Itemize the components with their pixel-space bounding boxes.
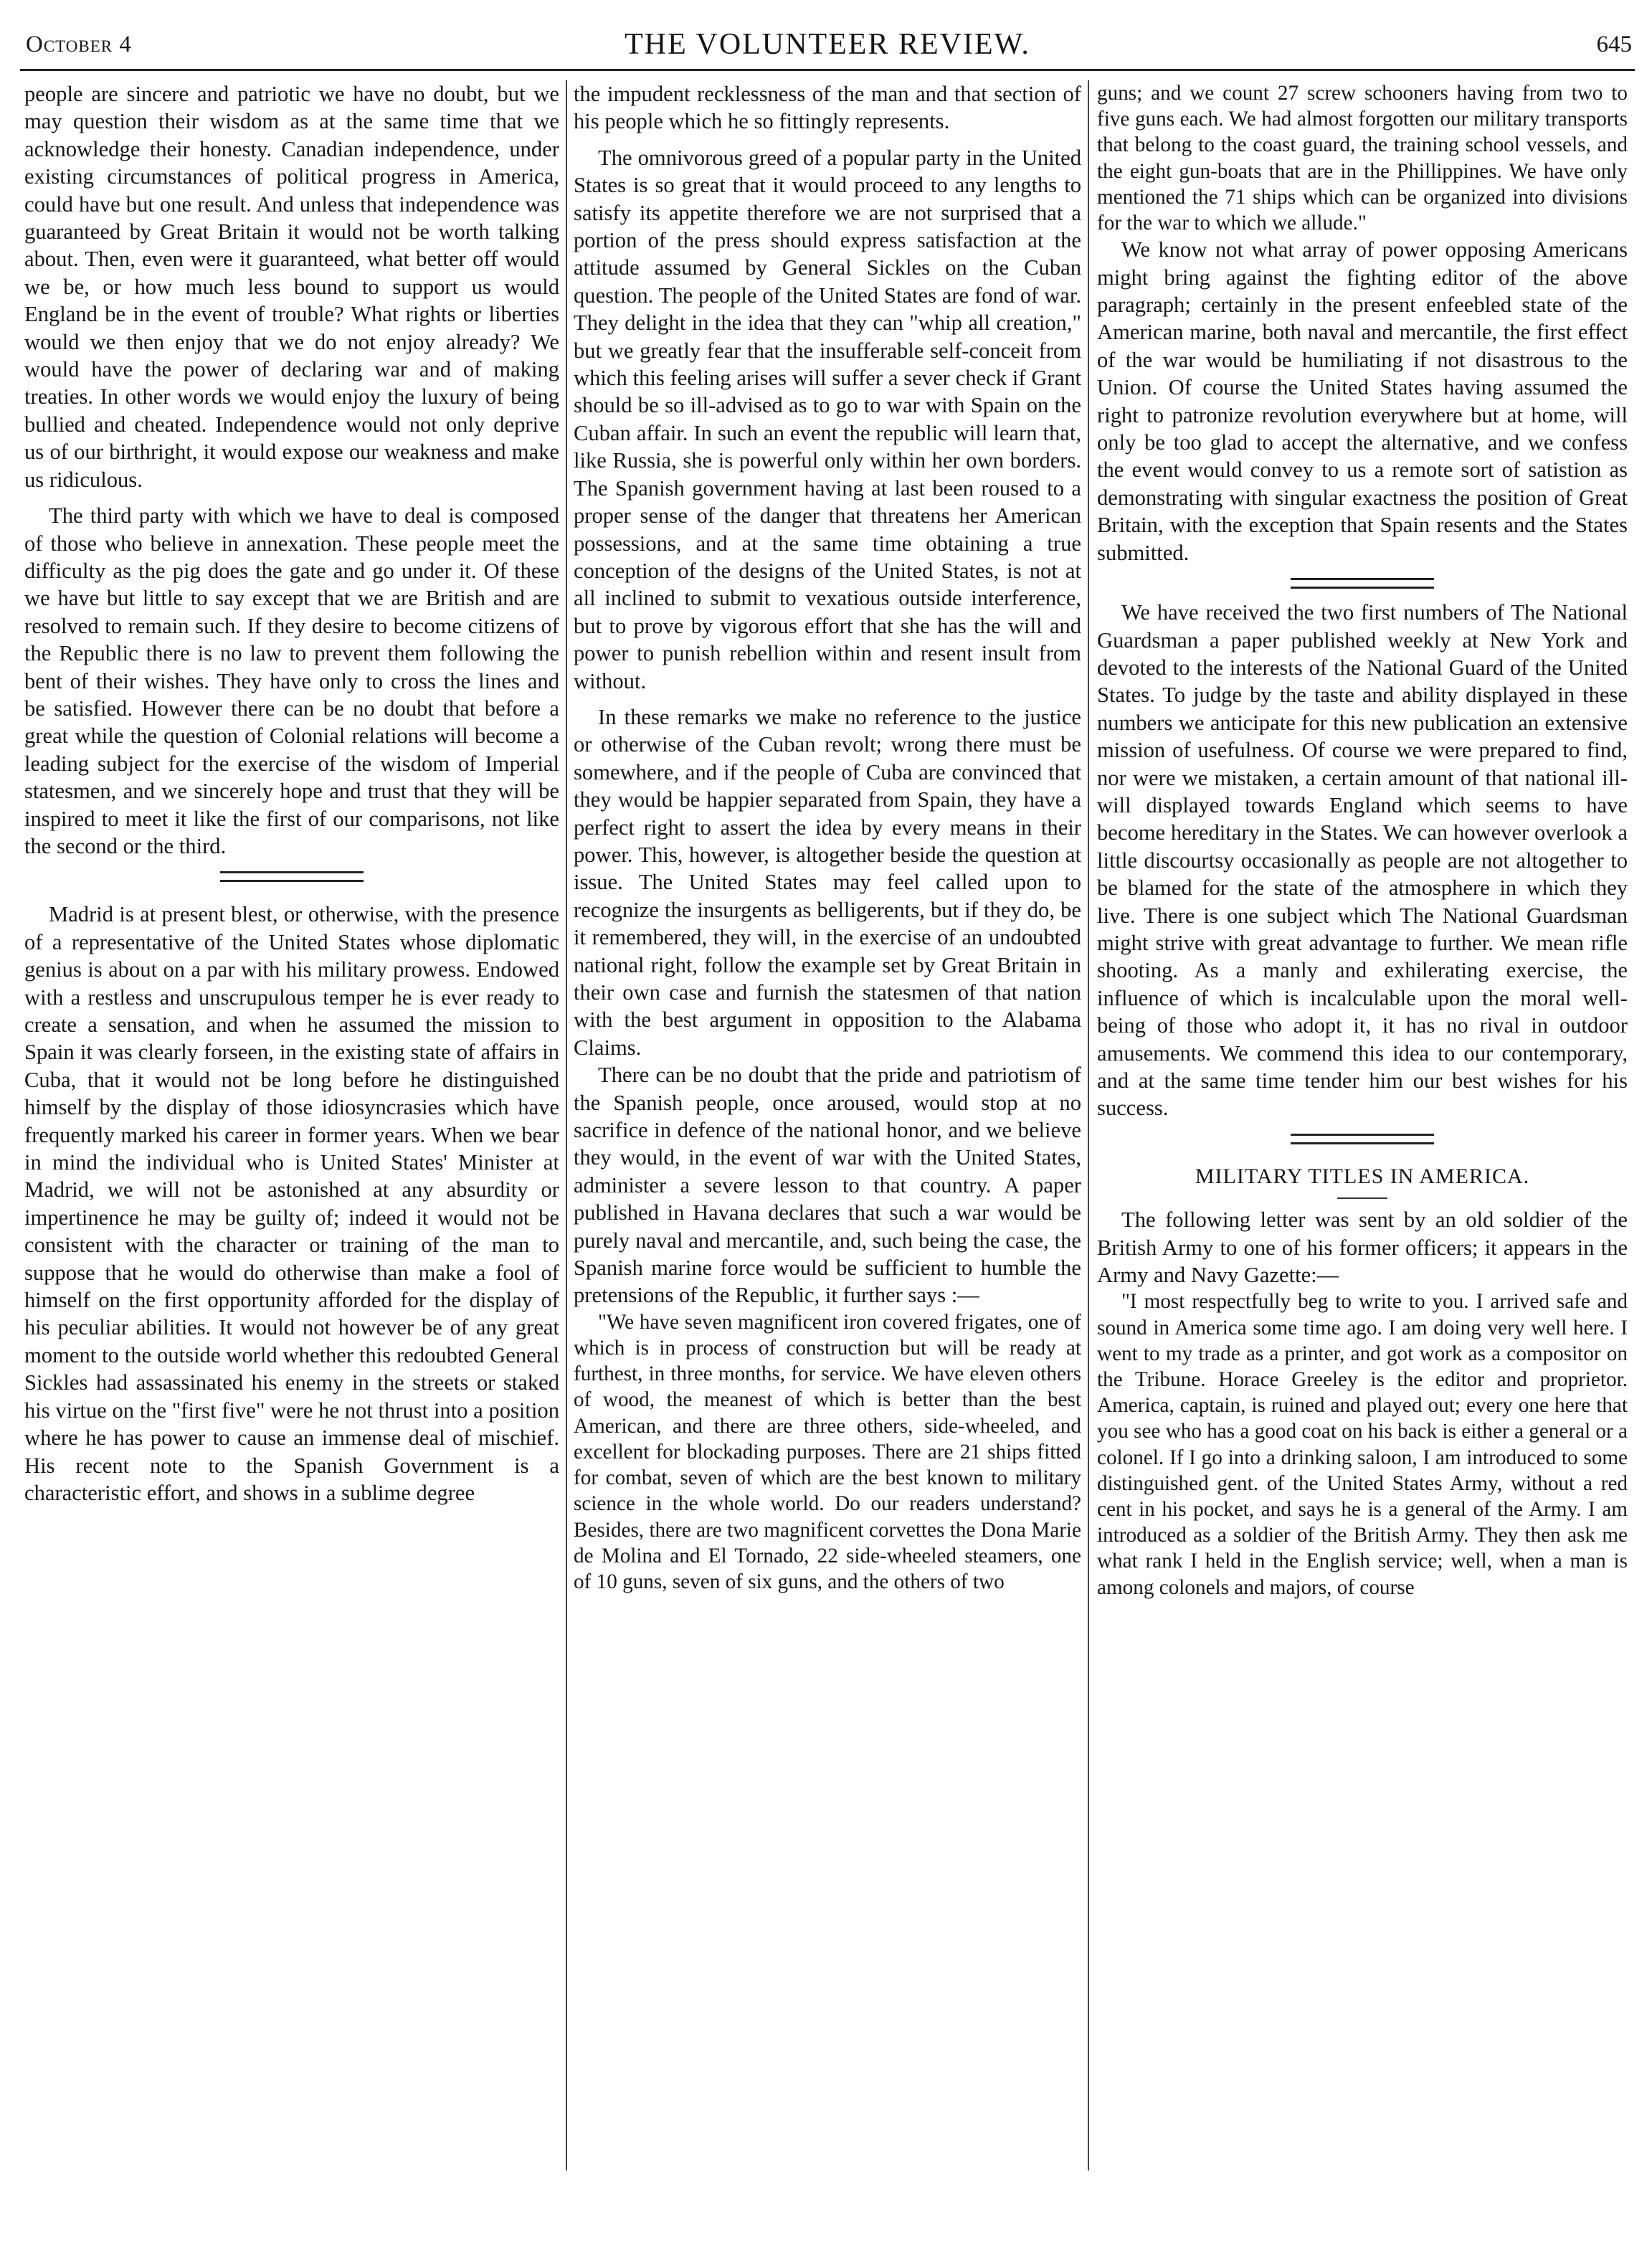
paragraph: We know not what array of power opposing Americans might bring against the fighting editor of the above paragraph; certainly in the present enfeebled state of the American marine, both naval and mercantile, the first effect of the war would be humiliating if not disastrous to the Union. Of course the United States having assumed the right to patronize revolution everywhere but at home, will only be too glad to accept the alternative, and we confess the event would convey to us a remote sort of satistion as demonstrating with singular exactness the position of Great Britain, with the exception that Spain resents and the States submitted. xyxy=(1097,237,1628,565)
paragraph: We have received the two first numbers of The National Guardsman a paper published weekly at New York and devoted to the interests of the National Guard of the United States. To judge by the taste and ability displayed in these numbers we anticipate for this new publication an extensive mission of usefulness. Of course we were prepared to find, nor were we mistaken, a certain amount of that national ill-will displayed towards England which seems to have become hereditary in the States. We can however overlook a little discourtsy occasionally as people are not altogether to be blamed for the state of the atmosphere in which they live. There is one subject which The National Guardsman might strive with great advantage to further. We mean rifle shooting. As a manly and exhilerating exercise, the influence of which is incalculable upon the moral well-being of those who adopt it, it has no rival in outdoor amusements. We commend this idea to our contemporary, and at the same time tender him our best wishes for his success. xyxy=(1097,600,1628,1121)
headline-rule xyxy=(1337,1197,1387,1199)
section-divider xyxy=(1291,1134,1434,1144)
column-3 xyxy=(1097,80,1628,2246)
paragraph: Madrid is at present blest, or otherwise, with the presence of a representative of the United States whose diplomatic genius is about on a par with his military prowess. Endowed with a restless and unscrupulous temper he is ever ready to create a sensation, and when he assumed the mission to Spain it was clearly forseen, in the existing state of affairs in Cuba, that it would not be long before he distinguished himself by the display of those idiosyncrasies which have frequently marked his career in former years. When we bear in mind the individual who is United States' Minister at Madrid, we will not be astonished at any absurdity or impertinence he may be guilty of; indeed it would not be consistent with the character or training of the man to suppose that he would do otherwise than make a fool of himself on the first opportunity afforded for the display of his peculiar abilities. It would not however be of any great moment to the outside world whether this redoubted General Sickles had assassinated his enemy in the streets or staked his virtue on the "first five" were he not thrust into a position where he has power to cause an immense deal of mischief. His recent note to the Spanish Government is a characteristic effort, and shows in a sublime degree xyxy=(24,902,559,1505)
issue-date: October 4 xyxy=(26,32,132,57)
section-divider xyxy=(1291,578,1434,589)
paragraph: The third party with which we have to deal is composed of those who believe in annexation. These people meet the difficulty as the pig does the gate and go under it. Of these we have but little to say except that we are British and are resolved to remain such. If they desire to become citizens of the Republic there is no law to prevent them following the bent of their wishes. They have only to cross the lines and be satisfied. However there can be no doubt that before a great while the question of Colonial relations will become a leading subject for the exercise of the wisdom of Imperial statesmen, and we sincerely hope and trust that they will be inspired to meet it like the first of our comparisons, not like the second or the third. xyxy=(24,503,559,858)
quoted-paragraph: "We have seven magnificent iron covered frigates, one of which is in process of construction but will be ready at furthest, in three months, for service. We have eleven others of wood, the meanest of which is better than the best American, and there are three others, side-wheeled, and excellent for blockading purposes. There are 21 ships fitted for combat, seven of which are the best known to military science in the whole world. Do our readers understand? Besides, there are two magnificent corvettes the Dona Marie de Molina and El Tornado, 22 side-wheeled steamers, one of 10 guns, seven of six guns, and the others of two xyxy=(574,1310,1081,1593)
paragraph: The omnivorous greed of a popular party in the United States is so great that it would proceed to any lengths to satisfy its appetite therefore we are not surprised that a portion of the press should express satisfaction at the attitude assumed by General Sickles on the Cuban question. The people of the United States are fond of war. They delight in the idea that they can "whip all creation," but we greatly fear that the insufferable self-conceit from which this feeling arises will suffer a sever check if Grant should be so ill-advised as to go to war with Spain on the Cuban affair. In such an event the republic will learn that, like Russia, she is powerful only within her own borders. The Spanish government having at last been roused to a proper sense of the danger that threatens her American possessions, and at the same time obtaining a true conception of the designs of the United States, is not at all inclined to submit to vexatious outside interference, but to prove by vigorous effort that she has the will and power to punish rebellion within and resent insult from without. xyxy=(574,145,1081,693)
article-headline: MILITARY TITLES IN AMERICA. xyxy=(1195,1164,1530,1188)
column-2 xyxy=(574,80,1081,2246)
page-number: 645 xyxy=(1596,32,1632,57)
column-rule xyxy=(1088,80,1089,2171)
publication-title: THE VOLUNTEER REVIEW. xyxy=(625,28,1030,61)
column-1 xyxy=(24,80,559,2246)
page-header xyxy=(20,26,1635,71)
quoted-paragraph: guns; and we count 27 screw schooners having from two to five guns each. We had almost forgotten our military transports that belong to the coast guard, the training school vessels, and the eight gun-boats that are in the Phillippines. We have only mentioned the 71 ships which can be organized into divisions for the war to which we allude." xyxy=(1097,82,1628,235)
quoted-paragraph: "I most respectfully beg to write to you. I arrived safe and sound in America some time ago. I am doing very well here. I went to my trade as a printer, and got work as a compositor on the Tribune. Horace Greeley is the editor and proprietor. America, captain, is ruined and played out; every one here that you see who has a good coat on his back is either a general or a colonel. If I go into a drinking saloon, I am introduced to some distinguished gent. of the United States Army, without a red cent in his pocket, and says he is a general of the Army. I am introduced as a soldier of the British Army. They then ask me what rank I held in the English service; well, when a man is among colonels and majors, of course xyxy=(1097,1290,1628,1599)
section-divider xyxy=(220,871,364,882)
paragraph: the impudent recklessness of the man and that section of his people which he so fittingly represents. xyxy=(574,82,1081,134)
paragraph: In these remarks we make no reference to the justice or otherwise of the Cuban revolt; wrong there must be somewhere, and if the people of Cuba are convinced that they would be happier separated from Spain, they have a perfect right to assert the idea by every means in their power. This, however, is altogether beside the question at issue. The United States may feel called upon to recognize the insurgents as belligerents, but if they do, be it remembered, they will, in the exercise of an undoubted national right, follow the example set by Great Britain in their own case and furnish the statesmen of that nation with the best argument in opposition to the Alabama Claims. xyxy=(574,704,1081,1060)
paragraph: people are sincere and patriotic we have no doubt, but we may question their wisdom as at the same time that we acknowledge their honesty. Canadian independence, under existing circumstances of political progress in America, could have but one result. And unless that independence was guaranteed by Great Britain it would not be worth talking about. Then, even were it guaranteed, what better off would we be, or how much less bound to support us would England be in the event of trouble? What rights or liberties would we then enjoy that we do not enjoy already? We would have the power of declaring war and of making treaties. In other words we would enjoy the luxury of being bullied and cheated. Independence would not only deprive us of our birthright, it would expose our weakness and make us ridiculous. xyxy=(24,82,559,492)
paragraph: The following letter was sent by an old soldier of the British Army to one of his former officers; it appears in the Army and Navy Gazette:— xyxy=(1097,1208,1628,1288)
column-rule xyxy=(566,80,567,2171)
paragraph: There can be no doubt that the pride and patriotism of the Spanish people, once aroused, would stop at no sacrifice in defence of the national honor, and we believe they would, in the event of war with the United States, administer a severe lesson to that country. A paper published in Havana declares that such a war would be purely naval and mercantile, and, such being the case, the Spanish marine force would be sufficient to humble the pretensions of the Republic, it further says :— xyxy=(574,1063,1081,1308)
